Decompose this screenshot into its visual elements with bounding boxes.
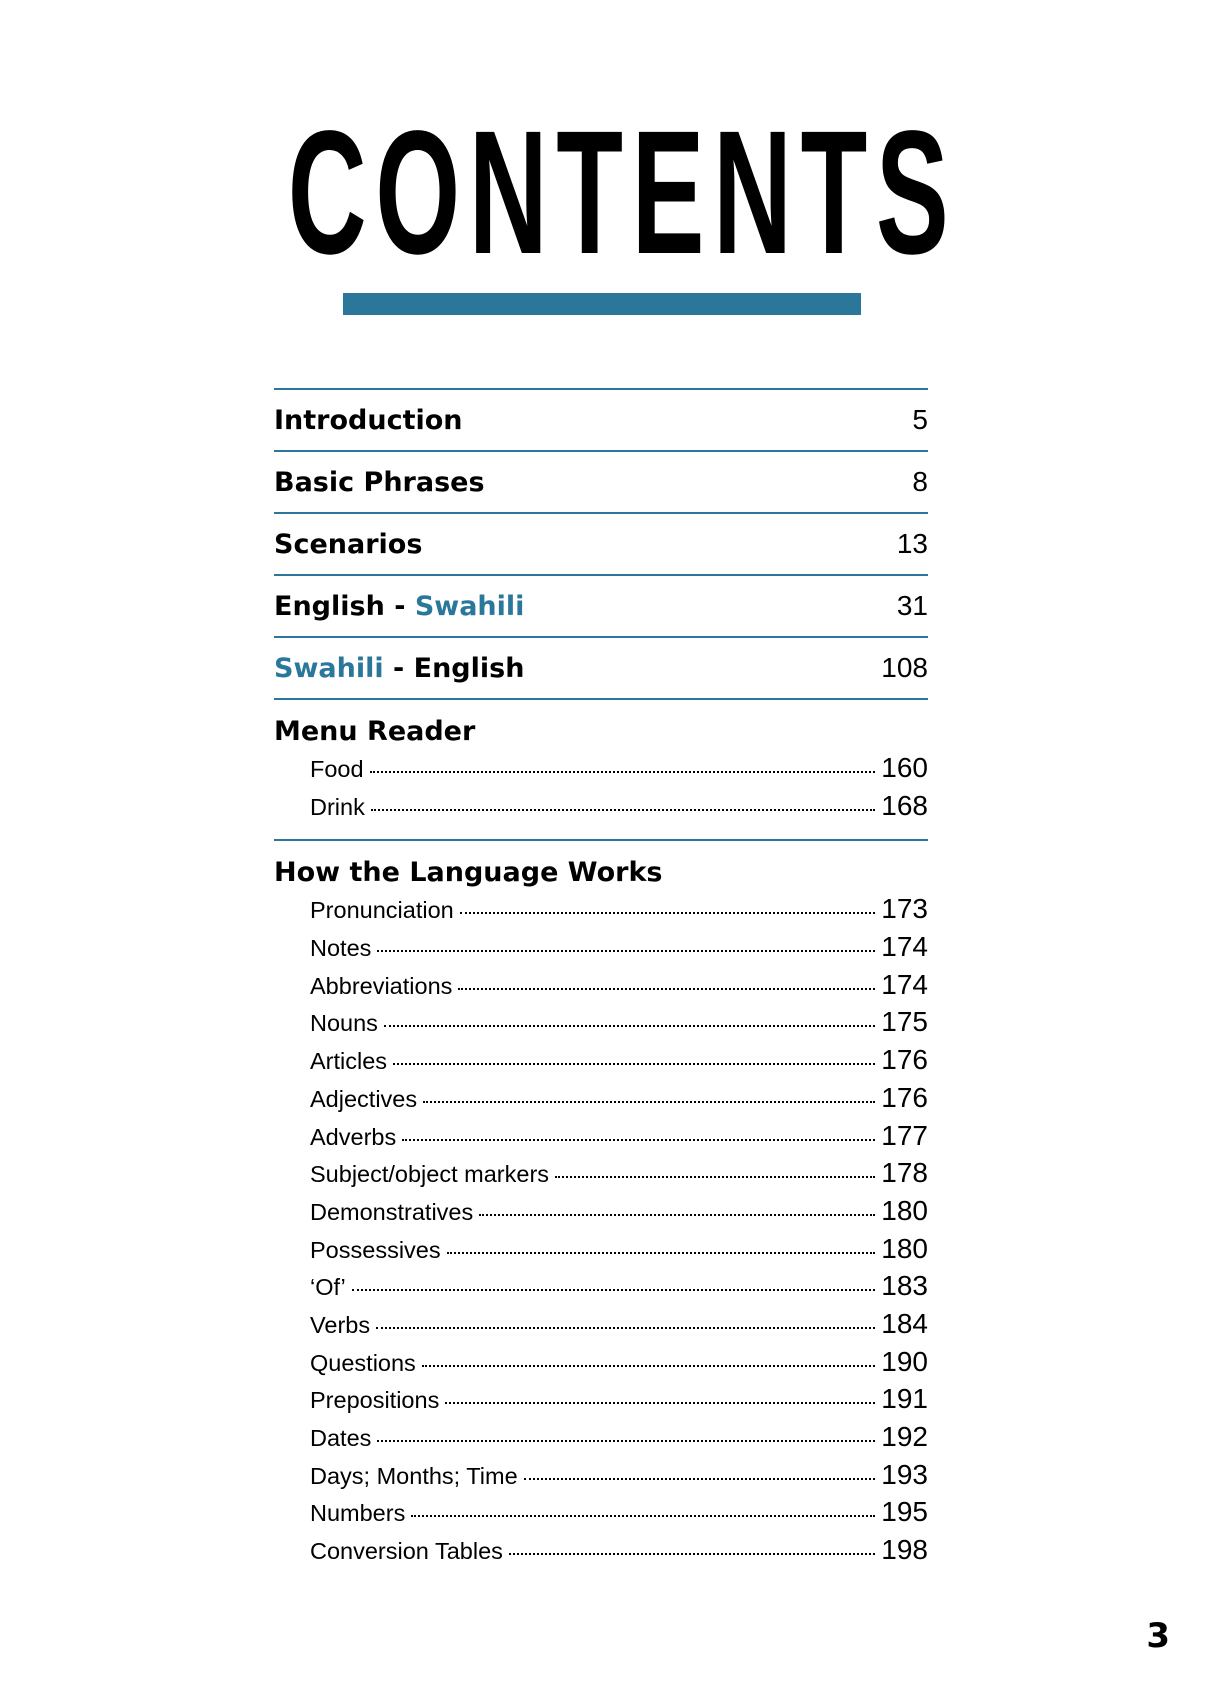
toc-sub-entry-label: Days; Months; Time [310, 1462, 518, 1489]
toc-sub-entry-label: ‘Of’ [310, 1274, 346, 1301]
toc-main-entry[interactable] [274, 512, 928, 574]
toc-main-entry-title [274, 591, 524, 622]
dot-leader [377, 1440, 875, 1442]
toc-sub-entry-label: Conversion Tables [310, 1538, 503, 1565]
toc-sub-entry[interactable] [310, 1496, 928, 1534]
toc-sub-entry-label: Abbreviations [310, 972, 453, 999]
dot-leader [447, 1252, 876, 1254]
toc-title-part: - [383, 652, 414, 684]
toc-sub-entry-label: Demonstratives [310, 1198, 474, 1225]
toc-sub-entry-page: 176 [881, 1081, 928, 1113]
dot-leader [384, 1025, 875, 1027]
toc-title-part: Scenarios [274, 528, 423, 560]
toc-sub-entry-page: 176 [881, 1044, 928, 1076]
toc-sub-entry-page: 178 [881, 1157, 928, 1189]
toc-main-entry-page: 13 [896, 528, 928, 559]
dot-leader [423, 1101, 875, 1103]
dot-leader [393, 1063, 875, 1065]
dot-leader [371, 809, 875, 811]
toc-title-part: - [384, 590, 415, 622]
toc-sub-entry[interactable] [310, 893, 928, 931]
dot-leader [460, 912, 876, 914]
dot-leader [555, 1176, 875, 1178]
toc-sub-entry-page: 195 [881, 1496, 928, 1528]
toc-sub-entry[interactable] [310, 1006, 928, 1044]
dot-leader [352, 1289, 876, 1291]
toc-main-entry-page: 8 [912, 466, 928, 497]
toc-sub-entry-label: Prepositions [310, 1387, 440, 1414]
language-works-list [274, 893, 928, 1571]
dot-leader [445, 1402, 875, 1404]
toc-sub-entry[interactable] [310, 931, 928, 969]
toc-sub-entry[interactable] [310, 1534, 928, 1572]
toc-sub-entry-page: 191 [881, 1383, 928, 1415]
dot-leader [422, 1365, 875, 1367]
toc-sub-entry[interactable] [310, 790, 928, 828]
toc-sub-entry[interactable] [310, 1082, 928, 1120]
toc-sub-entry[interactable] [310, 1195, 928, 1233]
section-how-the-language-works [274, 839, 928, 1571]
toc-sub-entry-page: 180 [881, 1194, 928, 1226]
toc-sub-entry-page: 184 [881, 1307, 928, 1339]
toc-sub-entry[interactable] [310, 1120, 928, 1158]
toc-main-entry-page: 31 [896, 590, 928, 621]
toc-sub-entry-page: 183 [881, 1270, 928, 1302]
toc-sub-entry-label: Adverbs [310, 1123, 397, 1150]
section-title-how-the-language-works: How the Language Works [274, 857, 663, 889]
toc-sub-entry-label: Adjectives [310, 1085, 418, 1112]
toc-main-entry[interactable] [274, 388, 928, 450]
toc-sub-entry[interactable] [310, 1308, 928, 1346]
toc-title-part: Swahili [274, 652, 384, 684]
toc-sub-entry-label: Possessives [310, 1236, 441, 1263]
toc-main-entry[interactable] [274, 636, 928, 698]
table-of-contents [274, 388, 928, 1572]
toc-sub-entry-page: 192 [881, 1421, 928, 1452]
dot-leader [376, 1327, 875, 1329]
toc-sub-entry[interactable] [310, 1270, 928, 1308]
page-number: 3 [1146, 1616, 1170, 1656]
toc-sub-entry-page: 177 [881, 1119, 928, 1151]
toc-sub-entry[interactable] [310, 1383, 928, 1421]
toc-sub-entry-page: 168 [881, 789, 928, 821]
toc-sub-entry[interactable] [310, 1044, 928, 1082]
dot-leader [402, 1139, 875, 1141]
dot-leader [411, 1515, 875, 1517]
toc-sub-entry-label: Verbs [310, 1311, 371, 1338]
toc-title-part: English [413, 652, 525, 684]
toc-sub-entry-label: Notes [310, 935, 372, 962]
dot-leader [458, 988, 875, 990]
toc-title-part: Swahili [414, 590, 525, 622]
toc-main-entry-title [274, 529, 422, 560]
toc-sub-entry-label: Nouns [310, 1010, 378, 1037]
toc-title-part: English [274, 590, 385, 622]
title-underline-bar [343, 293, 861, 315]
toc-sub-entry-label: Questions [310, 1349, 416, 1376]
dot-leader [509, 1553, 875, 1555]
toc-sub-entry-label: Food [310, 756, 364, 782]
toc-sub-entry-page: 175 [881, 1006, 928, 1038]
main-entries [274, 388, 928, 698]
page-title: CONTENTS [287, 95, 958, 291]
toc-main-entry-page: 5 [912, 404, 928, 435]
toc-main-entry-page: 108 [881, 652, 928, 683]
toc-sub-entry-page: 198 [881, 1534, 928, 1566]
toc-sub-entry-label: Pronunciation [310, 897, 454, 924]
section-menu-reader [274, 698, 928, 839]
dot-leader [370, 771, 876, 773]
dot-leader [479, 1214, 875, 1216]
toc-sub-entry-page: 173 [881, 893, 928, 925]
toc-sub-entry[interactable] [310, 1346, 928, 1384]
toc-sub-entry-label: Subject/object markers [310, 1161, 550, 1188]
toc-sub-entry-page: 174 [881, 931, 928, 963]
toc-main-entry[interactable] [274, 574, 928, 636]
toc-sub-entry-label: Dates [310, 1425, 372, 1451]
toc-sub-entry[interactable] [310, 1233, 928, 1271]
toc-sub-entry[interactable] [310, 752, 928, 790]
section-title-menu-reader: Menu Reader [274, 716, 476, 747]
toc-title-part: Introduction [274, 404, 463, 436]
toc-main-entry-title [274, 405, 463, 436]
toc-sub-entry[interactable] [310, 969, 928, 1007]
toc-sub-entry-label: Articles [310, 1048, 388, 1075]
toc-sub-entry-page: 180 [881, 1232, 928, 1264]
toc-main-entry-title [274, 467, 485, 498]
toc-main-entry-title [274, 653, 524, 684]
toc-title-part: Basic Phrases [274, 466, 485, 498]
toc-sub-entry-page: 190 [881, 1345, 928, 1377]
dot-leader [377, 950, 875, 952]
toc-sub-entry-label: Numbers [310, 1500, 406, 1527]
toc-sub-entry-page: 174 [881, 968, 928, 1000]
toc-main-entry[interactable] [274, 450, 928, 512]
menu-reader-list [274, 752, 928, 827]
toc-sub-entry[interactable] [310, 1459, 928, 1497]
dot-leader [524, 1478, 876, 1480]
toc-sub-entry[interactable] [310, 1157, 928, 1195]
toc-sub-entry-label: Drink [310, 793, 365, 820]
toc-sub-entry-page: 160 [881, 752, 928, 783]
toc-sub-entry[interactable] [310, 1421, 928, 1459]
toc-sub-entry-page: 193 [881, 1458, 928, 1490]
